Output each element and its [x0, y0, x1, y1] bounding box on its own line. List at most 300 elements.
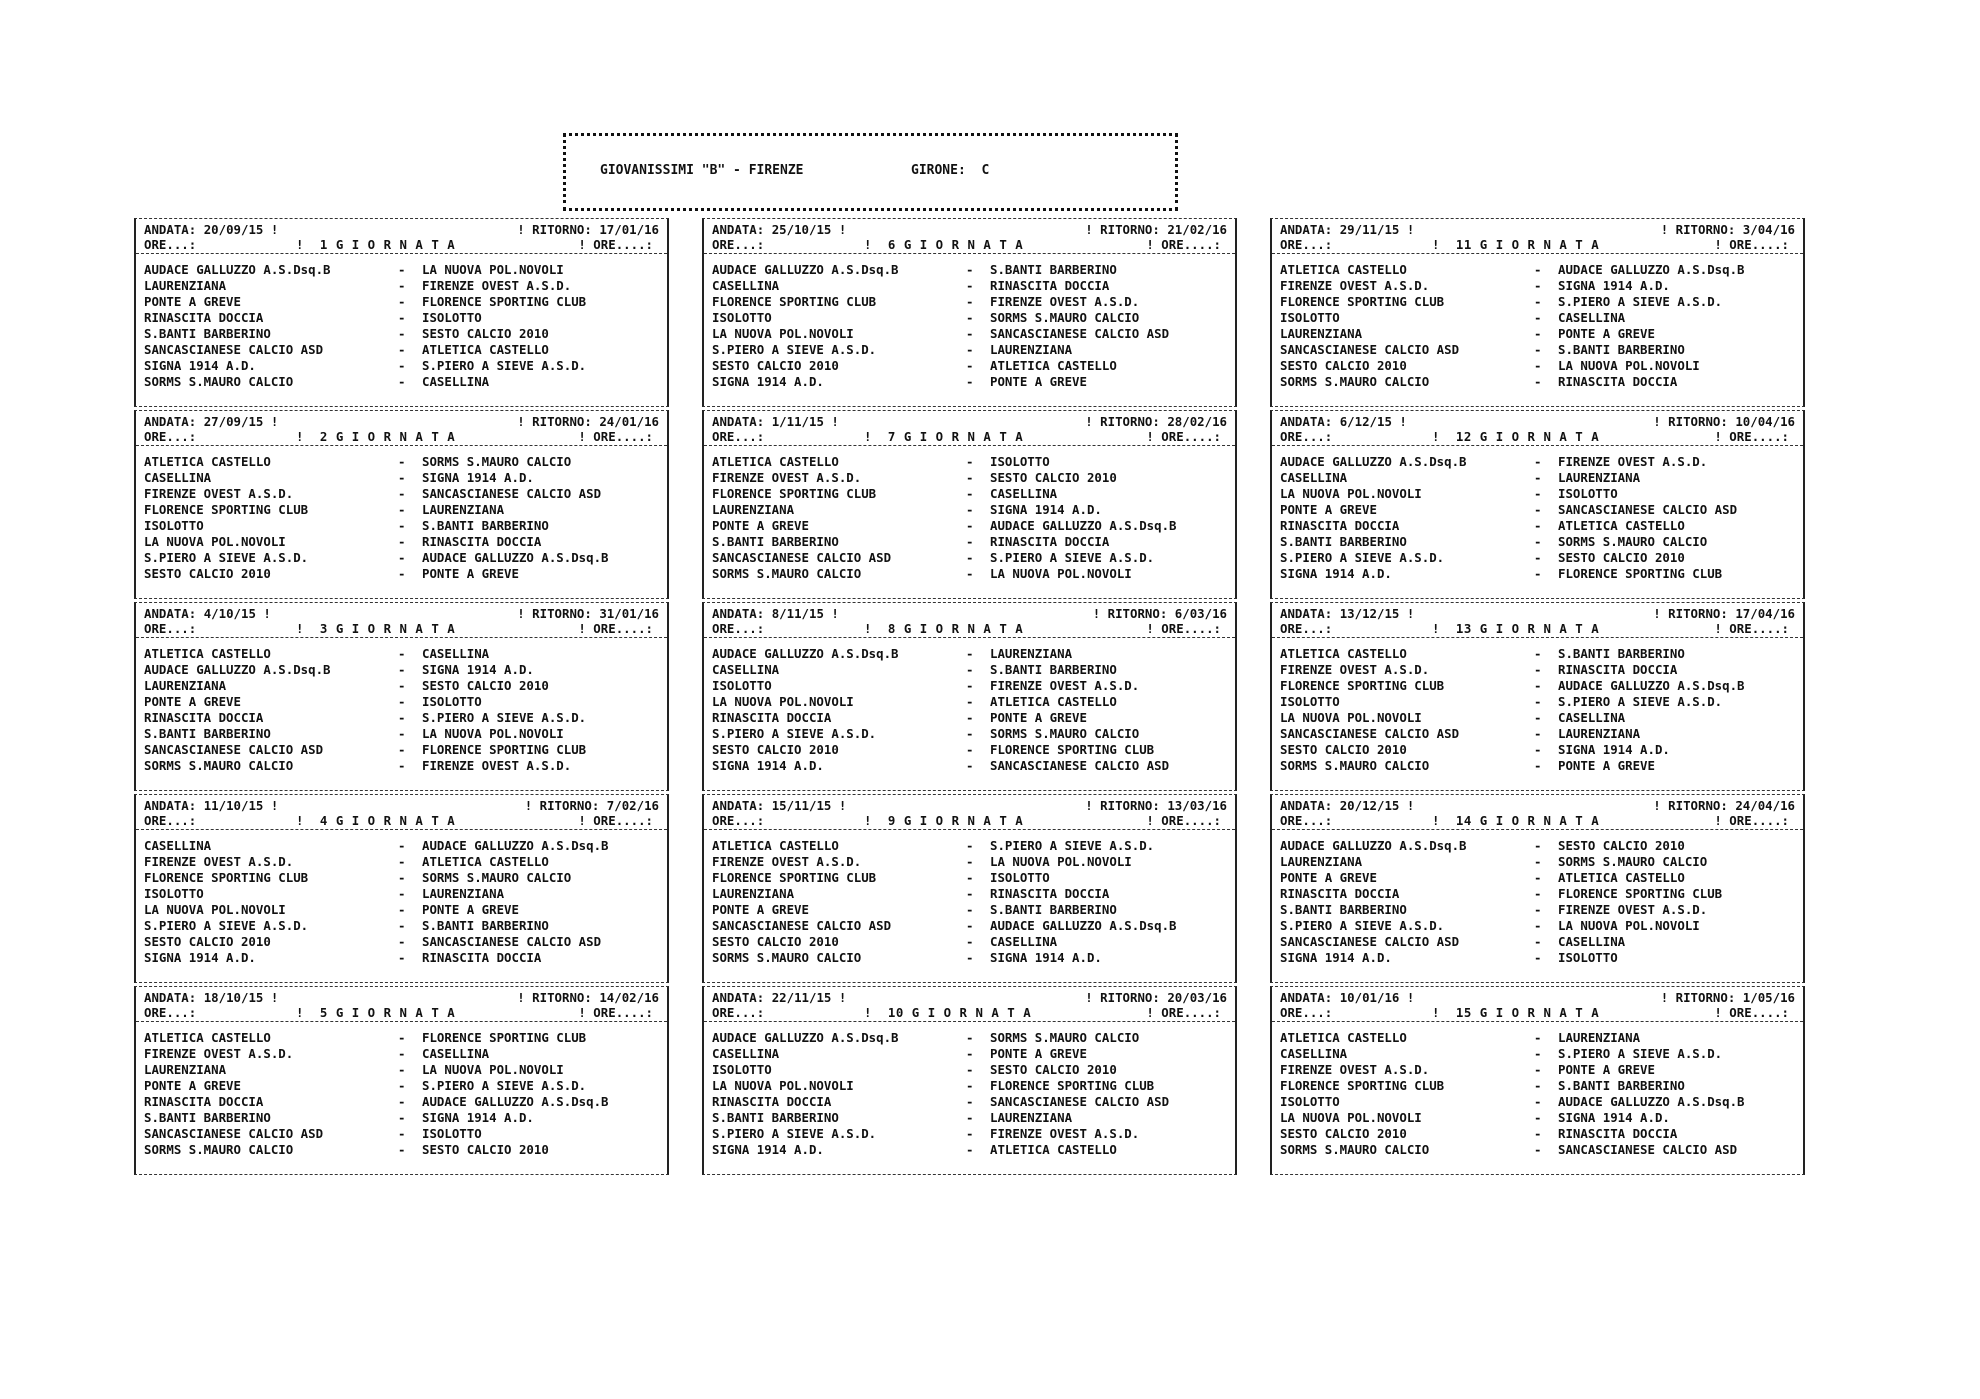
versus-dash: - [1534, 710, 1542, 725]
round-2 [134, 410, 669, 599]
giornata-title: ! 2 G I O R N A T A [296, 429, 456, 444]
away-team: SANCASCIANESE CALCIO ASD [990, 326, 1170, 341]
match-row [1272, 294, 1803, 310]
away-team: SIGNA 1914 A.D. [1558, 278, 1670, 293]
versus-dash: - [398, 902, 406, 917]
andata-label: ANDATA: [712, 222, 765, 237]
away-team: LAURENZIANA [990, 1110, 1073, 1125]
away-team: S.BANTI BARBERINO [990, 262, 1117, 277]
away-team: RINASCITA DOCCIA [1558, 1126, 1678, 1141]
round-10 [702, 986, 1237, 1175]
versus-dash: - [398, 662, 406, 677]
away-team: AUDACE GALLUZZO A.S.Dsq.B [1558, 262, 1745, 277]
giornata-label: G I O R N A T A [903, 621, 1024, 636]
andata-value: 1/11/15 [771, 414, 824, 429]
away-team: FLORENCE SPORTING CLUB [422, 742, 587, 757]
ritorno-value: 28/02/16 [1167, 414, 1227, 429]
away-team: ISOLOTTO [990, 454, 1050, 469]
andata-value: 25/10/15 [771, 222, 832, 237]
versus-dash: - [966, 486, 974, 501]
giornata-number: 11 [1455, 237, 1472, 252]
versus-dash: - [1534, 1126, 1542, 1141]
match-row [136, 838, 667, 854]
versus-dash: - [398, 726, 406, 741]
match-row [704, 934, 1235, 950]
away-team: CASELLINA [1558, 310, 1626, 325]
match-row [136, 758, 667, 774]
home-team: SORMS S.MAURO CALCIO [712, 566, 862, 581]
away-team: S.PIERO A SIEVE A.S.D. [422, 1078, 587, 1093]
home-team: SANCASCIANESE CALCIO ASD [1280, 726, 1460, 741]
versus-dash: - [966, 646, 974, 661]
versus-dash: - [966, 518, 974, 533]
versus-dash: - [398, 454, 406, 469]
match-row [1272, 1110, 1803, 1126]
home-team: AUDACE GALLUZZO A.S.Dsq.B [144, 262, 331, 277]
home-team: S.PIERO A SIEVE A.S.D. [1280, 918, 1445, 933]
versus-dash: - [398, 710, 406, 725]
home-team: S.PIERO A SIEVE A.S.D. [712, 1126, 877, 1141]
andata-value: 11/10/15 [203, 798, 264, 813]
giornata-title: ! 14 G I O R N A T A [1432, 813, 1600, 828]
away-team: LAURENZIANA [422, 886, 505, 901]
versus-dash: - [398, 566, 406, 581]
home-team: SIGNA 1914 A.D. [712, 374, 824, 389]
round-header [704, 411, 1235, 446]
match-row [704, 662, 1235, 678]
home-team: ISOLOTTO [712, 1062, 772, 1077]
andata-label: ANDATA: [712, 798, 765, 813]
match-row [1272, 902, 1803, 918]
away-team: AUDACE GALLUZZO A.S.Dsq.B [1558, 1094, 1745, 1109]
ritorno-value: 6/03/16 [1174, 606, 1227, 621]
home-team: PONTE A GREVE [1280, 870, 1377, 885]
away-team: SANCASCIANESE CALCIO ASD [990, 758, 1170, 773]
round-12 [1270, 410, 1805, 599]
away-team: AUDACE GALLUZZO A.S.Dsq.B [422, 838, 609, 853]
round-11 [1270, 218, 1805, 407]
giornata-number: 10 [887, 1005, 904, 1020]
giornata-title: ! 6 G I O R N A T A [864, 237, 1024, 252]
round-header [1272, 795, 1803, 830]
away-team: S.BANTI BARBERINO [422, 918, 549, 933]
andata-value: 8/11/15 [771, 606, 824, 621]
away-team: SESTO CALCIO 2010 [422, 678, 549, 693]
match-list [136, 254, 667, 390]
home-team: PONTE A GREVE [1280, 502, 1377, 517]
away-team: SESTO CALCIO 2010 [1558, 550, 1685, 565]
match-row [1272, 662, 1803, 678]
home-team: S.BANTI BARBERINO [1280, 534, 1407, 549]
match-row [136, 886, 667, 902]
versus-dash: - [1534, 550, 1542, 565]
ritorno-label: ! RITORNO: [1653, 606, 1728, 621]
away-team: SORMS S.MAURO CALCIO [1558, 854, 1708, 869]
giornata-label: G I O R N A T A [1479, 813, 1600, 828]
andata-label: ANDATA: [144, 990, 197, 1005]
versus-dash: - [966, 1126, 974, 1141]
andata-value: 13/12/15 [1339, 606, 1400, 621]
home-team: SESTO CALCIO 2010 [1280, 358, 1407, 373]
versus-dash: - [966, 278, 974, 293]
andata-date: ANDATA: 6/12/15 ! [1280, 414, 1407, 429]
home-team: S.BANTI BARBERINO [144, 1110, 271, 1125]
away-team: ATLETICA CASTELLO [990, 358, 1117, 373]
versus-dash: - [398, 886, 406, 901]
away-team: PONTE A GREVE [1558, 326, 1655, 341]
away-team: FLORENCE SPORTING CLUB [1558, 566, 1723, 581]
ore-label: ORE...: [1280, 237, 1333, 252]
away-team: ISOLOTTO [990, 870, 1050, 885]
home-team: FIRENZE OVEST A.S.D. [144, 486, 294, 501]
versus-dash: - [1534, 1110, 1542, 1125]
versus-dash: - [1534, 678, 1542, 693]
home-team: FLORENCE SPORTING CLUB [712, 486, 877, 501]
giornata-label: G I O R N A T A [335, 813, 456, 828]
versus-dash: - [966, 662, 974, 677]
versus-dash: - [398, 1030, 406, 1045]
away-team: ISOLOTTO [422, 694, 482, 709]
ritorno-value: 20/03/16 [1167, 990, 1227, 1005]
ritorno-label: ! RITORNO: [1085, 414, 1160, 429]
home-team: LAURENZIANA [144, 278, 227, 293]
home-team: SANCASCIANESE CALCIO ASD [1280, 934, 1460, 949]
match-list [1272, 446, 1803, 582]
match-row [1272, 870, 1803, 886]
match-row [136, 534, 667, 550]
match-row [704, 710, 1235, 726]
versus-dash: - [966, 934, 974, 949]
match-row [704, 1142, 1235, 1158]
home-team: AUDACE GALLUZZO A.S.Dsq.B [1280, 454, 1467, 469]
home-team: CASELLINA [712, 1046, 780, 1061]
away-team: RINASCITA DOCCIA [1558, 374, 1678, 389]
andata-value: 27/09/15 [203, 414, 264, 429]
andata-value: 29/11/15 [1339, 222, 1400, 237]
versus-dash: - [398, 758, 406, 773]
ritorno-label: ! RITORNO: [1085, 798, 1160, 813]
versus-dash: - [1534, 870, 1542, 885]
home-team: SESTO CALCIO 2010 [712, 934, 839, 949]
match-row [704, 454, 1235, 470]
ritorno-label: ! RITORNO: [1660, 990, 1736, 1005]
home-team: S.BANTI BARBERINO [144, 726, 271, 741]
home-team: RINASCITA DOCCIA [712, 1094, 832, 1109]
versus-dash: - [1534, 886, 1542, 901]
match-row [1272, 502, 1803, 518]
match-row [136, 278, 667, 294]
versus-dash: - [1534, 518, 1542, 533]
andata-label: ANDATA: [712, 414, 765, 429]
match-row [704, 1030, 1235, 1046]
versus-dash: - [398, 486, 406, 501]
versus-dash: - [1534, 838, 1542, 853]
versus-dash: - [1534, 1062, 1542, 1077]
versus-dash: - [966, 678, 974, 693]
home-team: SANCASCIANESE CALCIO ASD [1280, 342, 1460, 357]
match-row [136, 342, 667, 358]
ritorno-date [1093, 606, 1227, 622]
home-team: ATLETICA CASTELLO [1280, 262, 1407, 277]
away-team: LAURENZIANA [990, 342, 1073, 357]
match-list [136, 446, 667, 582]
match-row [136, 742, 667, 758]
home-team: CASELLINA [144, 470, 212, 485]
match-row [704, 294, 1235, 310]
away-team: RINASCITA DOCCIA [1558, 662, 1678, 677]
giornata-title: ! 9 G I O R N A T A [864, 813, 1024, 828]
andata-date: ANDATA: 27/09/15 ! [144, 414, 279, 429]
match-row [136, 646, 667, 662]
home-team: LAURENZIANA [712, 502, 795, 517]
home-team: S.PIERO A SIEVE A.S.D. [712, 726, 877, 741]
home-team: S.PIERO A SIEVE A.S.D. [1280, 550, 1445, 565]
away-team: FLORENCE SPORTING CLUB [422, 294, 587, 309]
home-team: RINASCITA DOCCIA [1280, 518, 1400, 533]
match-row [136, 486, 667, 502]
match-row [136, 710, 667, 726]
home-team: SORMS S.MAURO CALCIO [144, 758, 294, 773]
away-team: S.BANTI BARBERINO [422, 518, 549, 533]
match-row [704, 1046, 1235, 1062]
ore-label: ORE...: [144, 237, 197, 252]
versus-dash: - [1534, 1078, 1542, 1093]
round-header [1272, 219, 1803, 254]
versus-dash: - [966, 758, 974, 773]
away-team: PONTE A GREVE [990, 374, 1087, 389]
andata-date: ANDATA: 8/11/15 ! [712, 606, 839, 621]
ore-return-label: ! ORE....: [1714, 237, 1789, 252]
away-team: SORMS S.MAURO CALCIO [422, 454, 572, 469]
home-team: LAURENZIANA [144, 678, 227, 693]
ritorno-label: ! RITORNO: [1092, 606, 1168, 621]
home-team: SESTO CALCIO 2010 [712, 742, 839, 757]
giornata-label: G I O R N A T A [903, 813, 1024, 828]
home-team: ISOLOTTO [144, 886, 204, 901]
match-row [704, 870, 1235, 886]
away-team: SIGNA 1914 A.D. [422, 662, 534, 677]
home-team: SIGNA 1914 A.D. [144, 358, 256, 373]
away-team: LAURENZIANA [1558, 726, 1641, 741]
round-header [1272, 987, 1803, 1022]
match-row [704, 694, 1235, 710]
match-row [1272, 262, 1803, 278]
away-team: LAURENZIANA [1558, 1030, 1641, 1045]
giornata-title: ! 13 G I O R N A T A [1432, 621, 1600, 636]
home-team: SESTO CALCIO 2010 [712, 358, 839, 373]
round-header [136, 795, 667, 830]
match-row [1272, 918, 1803, 934]
home-team: SIGNA 1914 A.D. [144, 950, 256, 965]
giornata-number: 7 [887, 429, 896, 444]
home-team: LAURENZIANA [144, 1062, 227, 1077]
match-row [1272, 726, 1803, 742]
away-team: ISOLOTTO [422, 310, 482, 325]
away-team: FIRENZE OVEST A.S.D. [990, 1126, 1140, 1141]
match-row [136, 470, 667, 486]
match-row [704, 902, 1235, 918]
match-row [1272, 758, 1803, 774]
away-team: SIGNA 1914 A.D. [1558, 742, 1670, 757]
versus-dash: - [398, 934, 406, 949]
versus-dash: - [398, 342, 406, 357]
away-team: CASELLINA [1558, 934, 1626, 949]
home-team: RINASCITA DOCCIA [144, 1094, 264, 1109]
versus-dash: - [398, 694, 406, 709]
versus-dash: - [398, 854, 406, 869]
away-team: ISOLOTTO [1558, 950, 1618, 965]
match-row [1272, 278, 1803, 294]
home-team: ATLETICA CASTELLO [144, 1030, 271, 1045]
match-row [704, 918, 1235, 934]
match-row [1272, 1046, 1803, 1062]
home-team: ATLETICA CASTELLO [712, 838, 839, 853]
home-team: FIRENZE OVEST A.S.D. [144, 854, 294, 869]
match-row [1272, 310, 1803, 326]
home-team: LA NUOVA POL.NOVOLI [1280, 1110, 1422, 1125]
away-team: S.BANTI BARBERINO [1558, 342, 1685, 357]
match-list [136, 830, 667, 966]
away-team: LAURENZIANA [422, 502, 505, 517]
giornata-title: ! 4 G I O R N A T A [296, 813, 456, 828]
match-row [1272, 886, 1803, 902]
ore-return-label: ! ORE....: [1714, 621, 1789, 636]
round-7 [702, 410, 1237, 599]
away-team: LA NUOVA POL.NOVOLI [422, 1062, 564, 1077]
match-row [136, 1110, 667, 1126]
away-team: SANCASCIANESE CALCIO ASD [1558, 502, 1738, 517]
versus-dash: - [966, 726, 974, 741]
ritorno-value: 24/01/16 [599, 414, 659, 429]
match-row [1272, 1094, 1803, 1110]
away-team: SORMS S.MAURO CALCIO [990, 310, 1140, 325]
versus-dash: - [966, 502, 974, 517]
match-row [1272, 518, 1803, 534]
match-row [136, 1142, 667, 1158]
match-list [704, 446, 1235, 582]
versus-dash: - [1534, 374, 1542, 389]
andata-value: 4/10/15 [203, 606, 256, 621]
away-team: RINASCITA DOCCIA [422, 950, 542, 965]
match-row [1272, 1062, 1803, 1078]
home-team: FIRENZE OVEST A.S.D. [712, 854, 862, 869]
away-team: CASELLINA [1558, 710, 1626, 725]
home-team: LA NUOVA POL.NOVOLI [1280, 486, 1422, 501]
away-team: S.PIERO A SIEVE A.S.D. [422, 358, 587, 373]
match-row [704, 262, 1235, 278]
giornata-number: 12 [1455, 429, 1472, 444]
match-list [136, 1022, 667, 1158]
versus-dash: - [966, 326, 974, 341]
match-row [136, 678, 667, 694]
match-row [704, 646, 1235, 662]
versus-dash: - [1534, 726, 1542, 741]
away-team: FLORENCE SPORTING CLUB [990, 1078, 1155, 1093]
giornata-title: ! 7 G I O R N A T A [864, 429, 1024, 444]
away-team: AUDACE GALLUZZO A.S.Dsq.B [422, 1094, 609, 1109]
match-row [704, 838, 1235, 854]
versus-dash: - [966, 470, 974, 485]
match-row [704, 1110, 1235, 1126]
match-row [704, 326, 1235, 342]
ritorno-date [1661, 990, 1795, 1006]
away-team: ATLETICA CASTELLO [990, 694, 1117, 709]
giornata-label: G I O R N A T A [335, 1005, 456, 1020]
away-team: S.BANTI BARBERINO [990, 662, 1117, 677]
home-team: LA NUOVA POL.NOVOLI [712, 1078, 854, 1093]
away-team: S.BANTI BARBERINO [1558, 646, 1685, 661]
ritorno-date [1085, 414, 1227, 430]
away-team: SESTO CALCIO 2010 [422, 1142, 549, 1157]
away-team: CASELLINA [422, 374, 490, 389]
ritorno-value: 17/04/16 [1735, 606, 1795, 621]
round-header [136, 219, 667, 254]
away-team: LA NUOVA POL.NOVOLI [1558, 358, 1700, 373]
away-team: SORMS S.MAURO CALCIO [990, 726, 1140, 741]
home-team: ISOLOTTO [1280, 694, 1340, 709]
ritorno-label: ! RITORNO: [517, 606, 592, 621]
match-row [136, 934, 667, 950]
match-row [136, 854, 667, 870]
home-team: FIRENZE OVEST A.S.D. [144, 1046, 294, 1061]
andata-date: ANDATA: 20/09/15 ! [144, 222, 279, 237]
versus-dash: - [1534, 294, 1542, 309]
away-team: SANCASCIANESE CALCIO ASD [990, 1094, 1170, 1109]
andata-date: ANDATA: 29/11/15 ! [1280, 222, 1415, 237]
versus-dash: - [1534, 1094, 1542, 1109]
home-team: S.PIERO A SIEVE A.S.D. [144, 918, 309, 933]
ritorno-label: ! RITORNO: [1653, 414, 1728, 429]
match-list [704, 254, 1235, 390]
giornata-number: 5 [319, 1005, 328, 1020]
match-row [1272, 838, 1803, 854]
match-row [136, 726, 667, 742]
home-team: SIGNA 1914 A.D. [712, 758, 824, 773]
away-team: SESTO CALCIO 2010 [1558, 838, 1685, 853]
home-team: SORMS S.MAURO CALCIO [712, 950, 862, 965]
ore-return-label: ! ORE....: [578, 237, 653, 252]
away-team: ATLETICA CASTELLO [422, 342, 549, 357]
match-row [136, 566, 667, 582]
away-team: AUDACE GALLUZZO A.S.Dsq.B [990, 518, 1177, 533]
home-team: ISOLOTTO [712, 310, 772, 325]
andata-label: ANDATA: [1280, 798, 1333, 813]
match-row [136, 1030, 667, 1046]
home-team: AUDACE GALLUZZO A.S.Dsq.B [712, 646, 899, 661]
match-row [704, 534, 1235, 550]
ritorno-label: ! RITORNO: [1653, 798, 1728, 813]
andata-label: ANDATA: [1280, 990, 1333, 1005]
versus-dash: - [966, 1142, 974, 1157]
andata-date: ANDATA: 1/11/15 ! [712, 414, 839, 429]
versus-dash: - [398, 278, 406, 293]
match-row [704, 342, 1235, 358]
home-team: CASELLINA [144, 838, 212, 853]
match-row [1272, 550, 1803, 566]
away-team: LA NUOVA POL.NOVOLI [990, 854, 1132, 869]
ore-return-label: ! ORE....: [1146, 621, 1221, 636]
andata-value: 15/11/15 [771, 798, 832, 813]
round-13 [1270, 602, 1805, 791]
andata-label: ANDATA: [1280, 414, 1333, 429]
round-3 [134, 602, 669, 791]
andata-date: ANDATA: 20/12/15 ! [1280, 798, 1415, 813]
round-8 [702, 602, 1237, 791]
match-row [136, 326, 667, 342]
andata-date: ANDATA: 13/12/15 ! [1280, 606, 1415, 621]
match-row [1272, 486, 1803, 502]
girone-label-text: GIRONE: [911, 163, 966, 178]
